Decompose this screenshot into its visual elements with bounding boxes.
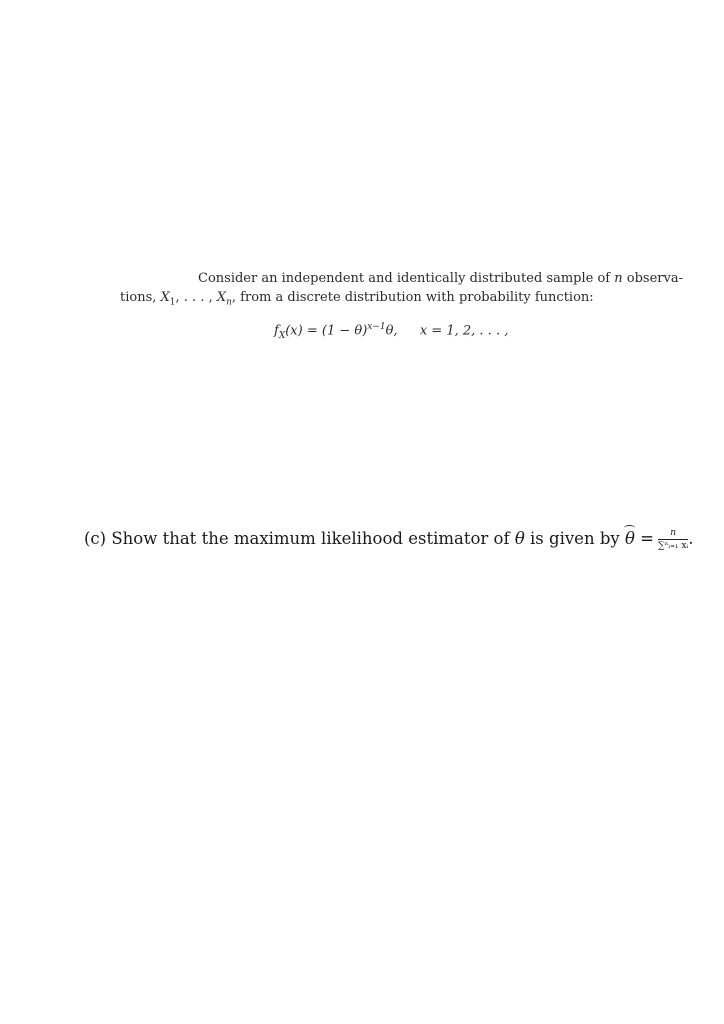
intro-text-2: tions,: [120, 290, 161, 305]
x1-variable: X: [160, 290, 170, 305]
theta-hat-symbol: θ: [624, 529, 635, 548]
part-c-question: [84, 528, 693, 551]
pmf-rhs: θ,: [385, 323, 398, 339]
ellipsis: , . . . ,: [175, 290, 217, 305]
fraction-denominator: ∑ⁿᵢ₌₁ xᵢ: [657, 541, 689, 551]
xn-subscript: n: [226, 297, 232, 308]
xn-variable: X: [216, 290, 227, 305]
part-c-text: (c) Show that the maximum likelihood estimator of: [84, 529, 515, 548]
pmf-support: x = 1, 2, . . . ,: [419, 323, 509, 339]
equals-sign: =: [634, 529, 654, 548]
x1-subscript: 1: [169, 297, 176, 308]
pmf-f-subscript: X: [278, 330, 286, 341]
estimator-fraction: [658, 528, 688, 551]
intro-line-1: [198, 271, 683, 286]
pmf-f: f: [274, 323, 279, 339]
intro-text: Consider an independent and identically distributed sample of: [198, 271, 615, 286]
pmf-lhs: (x) = (1 − θ): [285, 323, 368, 339]
intro-text-end: observa-: [622, 271, 683, 286]
pmf-equation: [274, 322, 508, 341]
intro-text-2-end: , from a discrete distribution with probability function:: [231, 290, 594, 305]
n-variable: n: [614, 271, 623, 286]
pmf-exponent: x−1: [367, 322, 386, 332]
period: .: [688, 529, 694, 548]
theta-symbol: θ: [514, 529, 525, 548]
fraction-numerator: n: [658, 528, 688, 540]
part-c-text-2: is given by: [524, 529, 625, 548]
intro-line-2: [120, 290, 594, 308]
